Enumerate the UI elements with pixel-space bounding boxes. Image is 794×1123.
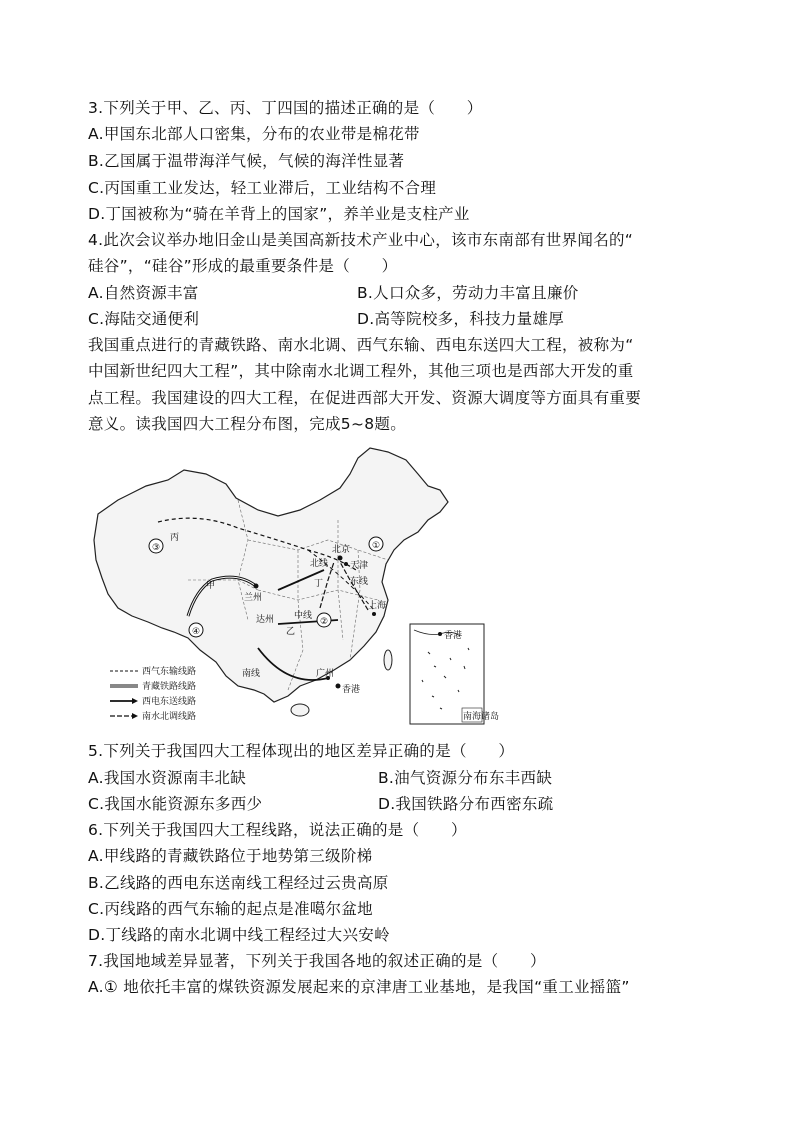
q3-option-b: B.乙国属于温带海洋气候，气候的海洋性显著 [88, 152, 405, 170]
map-label-nanxian: 南线 [242, 669, 261, 679]
map-label-yi: 乙 [286, 627, 296, 637]
map-label-shanghai: 上海 [368, 601, 387, 611]
q7-option-a: A.① 地依托丰富的煤铁资源发展起来的京津唐工业基地，是我国“重工业摇篮” [88, 978, 630, 996]
map-label-1: ① [372, 541, 381, 551]
map-legend [110, 665, 196, 722]
map-label-beixian: 北线 [310, 559, 329, 569]
map-label-xianggang: 香港 [342, 685, 361, 695]
map-label-lanzhou: 兰州 [244, 593, 263, 603]
map-label-zhongxian: 中线 [294, 611, 313, 621]
q4-stem-line1: 4.此次会议举办地旧金山是美国高新技术产业中心，该市东南部有世界闻名的“ [88, 231, 634, 249]
map-label-tianjin: 天津 [350, 561, 369, 571]
q6-option-a: A.甲线路的青藏铁路位于地势第三级阶梯 [88, 847, 373, 865]
q5-option-a: A.我国水资源南丰北缺 [88, 769, 247, 787]
map-label-2: ② [320, 617, 329, 627]
passage-line2: 中国新世纪四大工程”，其中除南水北调工程外，其他三项也是西部大开发的重 [88, 362, 634, 380]
q5-option-b: B.油气资源分布东丰西缺 [378, 769, 553, 787]
china-outline [94, 448, 448, 702]
q3-option-c: C.丙国重工业发达，轻工业滞后，工业结构不合理 [88, 179, 437, 197]
legend-water: 南水北调线路 [142, 712, 197, 722]
q7-stem: 7.我国地域差异显著，下列关于我国各地的叙述正确的是（ ） [88, 952, 546, 970]
map-label-guangzhou: 广州 [316, 669, 335, 679]
q3-option-a: A.甲国东北部人口密集，分布的农业带是棉花带 [88, 125, 420, 143]
map-label-jia: 甲 [206, 581, 216, 591]
map-label-dongxian: 东线 [350, 577, 369, 587]
legend-power: 西电东送线路 [142, 697, 197, 707]
south-china-sea-inset [410, 624, 499, 724]
q4-option-b: B.人口众多，劳动力丰富且廉价 [357, 284, 579, 302]
map-label-beijing: 北京 [332, 545, 351, 555]
map-label-dazhou: 达州 [256, 615, 275, 625]
map-label-bing: 丙 [170, 533, 180, 543]
passage-line1: 我国重点进行的青藏铁路、南水北调、西气东输、西电东送四大工程，被称为“ [88, 336, 634, 354]
map-label-4: ④ [192, 627, 201, 637]
q4-option-d: D.高等院校多，科技力量雄厚 [357, 310, 565, 328]
map-label-ding: 丁 [314, 579, 324, 589]
q5-option-d: D.我国铁路分布西密东疏 [378, 795, 554, 813]
q3-stem: 3.下列关于甲、乙、丙、丁四国的描述正确的是（ ） [88, 99, 483, 117]
q4-option-a: A.自然资源丰富 [88, 284, 199, 302]
q6-option-c: C.丙线路的西气东输的起点是准噶尔盆地 [88, 900, 373, 918]
q6-stem: 6.下列关于我国四大工程线路，说法正确的是（ ） [88, 821, 467, 839]
passage-line4: 意义。读我国四大工程分布图，完成5~8题。 [88, 415, 407, 433]
q4-stem-line2: 硅谷”，“硅谷”形成的最重要条件是（ ） [88, 257, 398, 275]
legend-gas: 西气东输线路 [142, 667, 197, 677]
passage-line3: 点工程。我国建设的四大工程，在促进西部大开发、资源大调度等方面具有重要 [88, 389, 642, 407]
inset-caption: 南海诸岛 [463, 712, 500, 722]
q6-option-d: D.丁线路的南水北调中线工程经过大兴安岭 [88, 926, 390, 944]
legend-railway: 青藏铁路线路 [142, 682, 197, 692]
inset-label-hk: 香港 [444, 631, 463, 641]
q6-option-b: B.乙线路的西电东送南线工程经过云贵高原 [88, 874, 389, 892]
china-four-projects-map [88, 440, 500, 730]
q5-stem: 5.下列关于我国四大工程体现出的地区差异正确的是（ ） [88, 742, 515, 760]
map-label-3: ③ [152, 543, 161, 553]
q3-option-d: D.丁国被称为“骑在羊背上的国家”，养羊业是支柱产业 [88, 205, 470, 223]
q4-option-c: C.海陆交通便利 [88, 310, 200, 328]
q5-option-c: C.我国水能资源东多西少 [88, 795, 263, 813]
